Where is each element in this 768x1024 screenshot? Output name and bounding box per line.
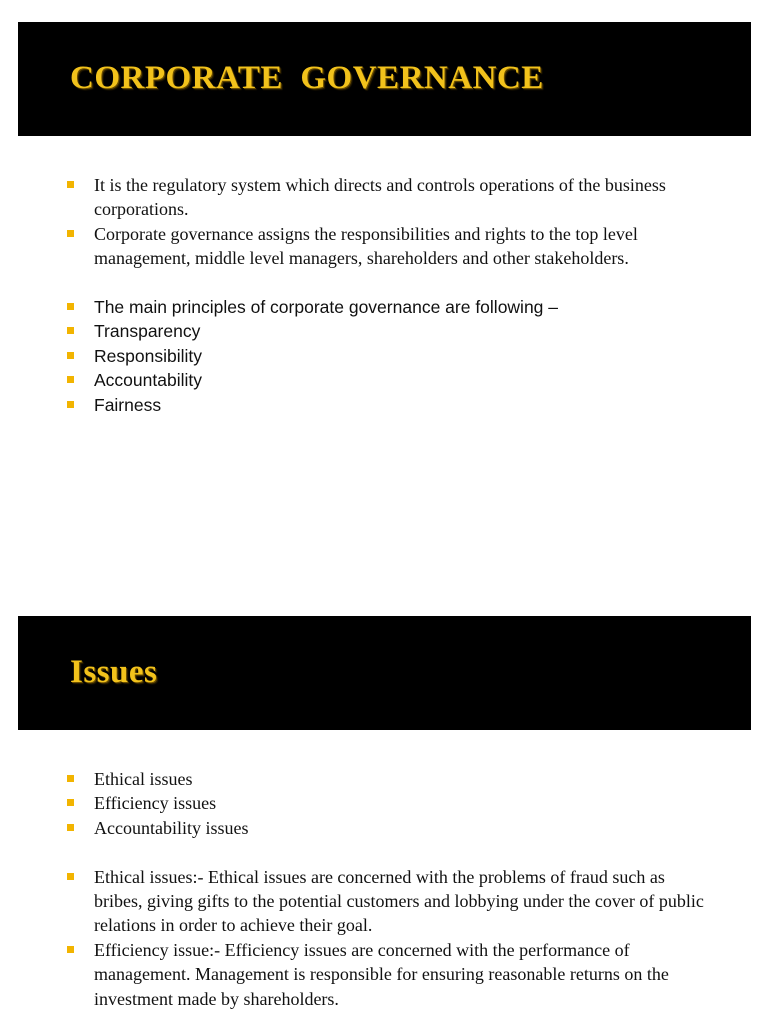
bullet-item (66, 393, 708, 417)
square-bullet-icon (67, 230, 74, 237)
bullet-list (66, 173, 708, 417)
bullet-text: Efficiency issues (94, 793, 217, 814)
square-bullet-icon (67, 775, 74, 782)
slide-issues (0, 594, 768, 1024)
list-spacer (66, 840, 708, 864)
bullet-text: The main principles of corporate governance are following – (94, 297, 559, 318)
bullet-item (66, 173, 708, 222)
bullet-text: It is the regulatory system which directs and controls operations of the business corporations. (94, 175, 666, 220)
bullet-text: Fairness (94, 394, 162, 415)
square-bullet-icon (67, 327, 74, 334)
bullet-text: Ethical issues:- Ethical issues are concerned with the problems of fraud such as bribes, giving gifts to the potential customers and lobbying under the cover of public relations in order to achieve their goal. (94, 866, 704, 936)
bullet-item (66, 938, 708, 1011)
square-bullet-icon (67, 352, 74, 359)
slide-title: Issues (70, 654, 158, 690)
square-bullet-icon (67, 799, 74, 806)
bullet-text: Transparency (94, 321, 201, 342)
bullet-text: Accountability issues (94, 817, 249, 838)
slide-title: CORPORATE GOVERNANCE (70, 60, 544, 96)
square-bullet-icon (67, 303, 74, 310)
bullet-item (66, 295, 708, 319)
square-bullet-icon (67, 181, 74, 188)
bullet-text: Accountability (94, 370, 202, 391)
bullet-list (66, 767, 708, 1011)
square-bullet-icon (67, 401, 74, 408)
square-bullet-icon (67, 376, 74, 383)
title-bar (18, 616, 751, 730)
square-bullet-icon (67, 824, 74, 831)
bullet-item (66, 816, 708, 840)
bullet-item (66, 865, 708, 938)
bullet-text: Corporate governance assigns the responsibilities and rights to the top level management, middle level managers, shareholders and other stakeholders. (94, 223, 638, 269)
square-bullet-icon (67, 873, 74, 880)
bullet-item (66, 319, 708, 343)
square-bullet-icon (67, 946, 74, 953)
bullet-text: Efficiency issue:- Efficiency issues are concerned with the performance of management. Management is responsible for ensuring reasonable returns on the investment made by shareholders. (94, 939, 669, 1009)
bullet-item (66, 368, 708, 392)
list-spacer (66, 271, 708, 295)
bullet-text: Responsibility (94, 345, 202, 366)
bullet-text: Ethical issues (94, 769, 193, 789)
bullet-item (66, 344, 708, 368)
bullet-item (66, 767, 708, 791)
bullet-item (66, 791, 708, 815)
bullet-item (66, 222, 708, 271)
title-bar (18, 22, 751, 136)
